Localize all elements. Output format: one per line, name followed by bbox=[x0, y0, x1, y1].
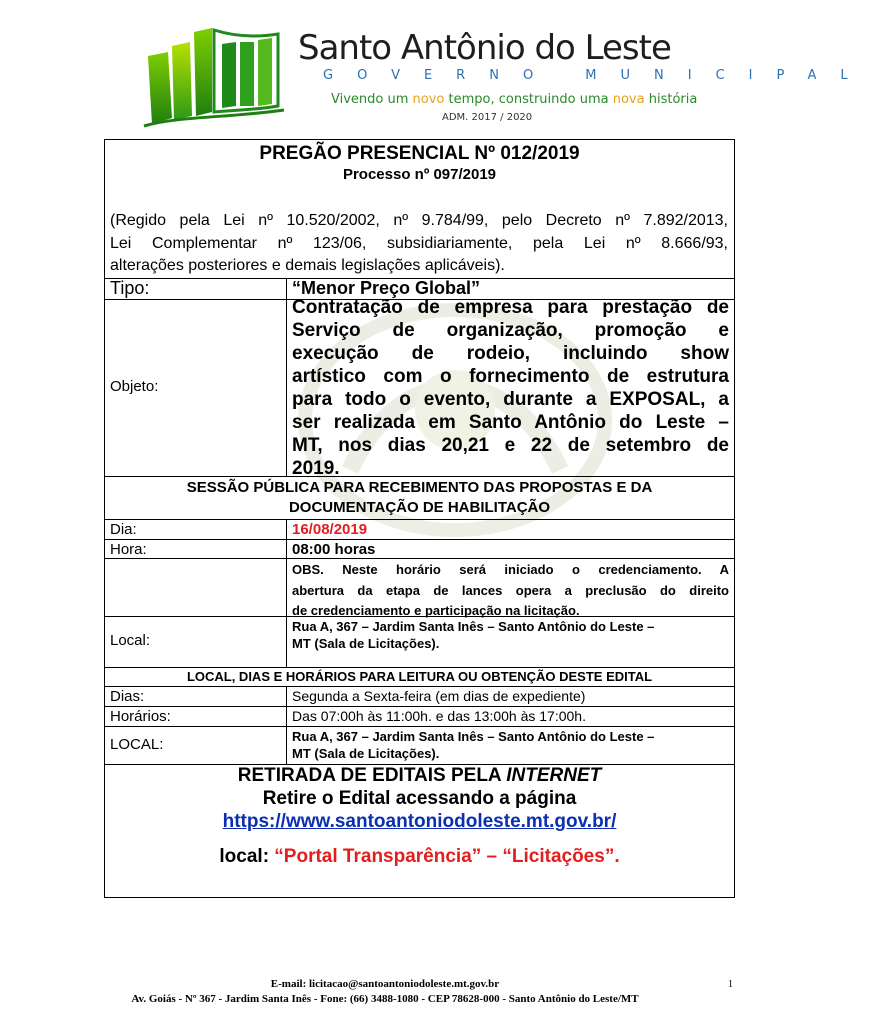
session-heading: DOCUMENTAÇÃO DE HABILITAÇÃO bbox=[288, 499, 551, 516]
address-line: Rua A, 367 – Jardim Santa Inês – Santo Antônio do Leste – bbox=[292, 729, 655, 744]
brand-name: Santo Antônio do Leste bbox=[298, 28, 671, 68]
process-number: Processo nº 097/2019 bbox=[342, 166, 497, 183]
divider bbox=[104, 706, 735, 707]
objeto-line: 2019. bbox=[292, 458, 340, 479]
legal-basis-line: (Regido pela Lei nº 10.520/2002, nº 9.784/99, pelo Decreto nº 7.892/2013, bbox=[110, 212, 728, 229]
open-book-logo-icon bbox=[138, 26, 288, 131]
objeto-line: artístico com o fornecimento de estrutura bbox=[292, 366, 729, 387]
legal-basis-line: Lei Complementar nº 123/06, subsidiariamente, pela Lei nº 8.666/93, bbox=[110, 234, 728, 252]
slogan-part: história bbox=[644, 92, 698, 107]
legal-basis-line: alterações posteriores e demais legislações aplicáveis). bbox=[110, 257, 505, 274]
retire-text: Retire o Edital acessando a página bbox=[262, 788, 577, 809]
obs-line: OBS. Neste horário será iniciado o credenciamento. A bbox=[292, 562, 729, 577]
government-label: GOVERNO MUNICIPAL bbox=[323, 68, 872, 83]
hora-value: 08:00 horas bbox=[292, 541, 376, 558]
hora-label: Hora: bbox=[110, 541, 147, 558]
divider bbox=[104, 558, 735, 559]
objeto-line: Contratação de empresa para prestação de bbox=[292, 297, 729, 318]
column-divider bbox=[286, 278, 287, 476]
column-divider bbox=[286, 686, 287, 764]
portal-location bbox=[104, 846, 735, 868]
document-title: PREGÃO PRESENCIAL Nº 012/2019 bbox=[259, 143, 580, 164]
dia-label: Dia: bbox=[110, 521, 137, 538]
slogan bbox=[331, 92, 698, 107]
footer-email: E-mail: licitacao@santoantoniodoleste.mt.gov.br bbox=[270, 978, 500, 990]
local-address bbox=[292, 618, 654, 652]
slogan-accent: nova bbox=[612, 92, 645, 107]
local2-label: LOCAL: bbox=[110, 736, 164, 753]
divider bbox=[104, 686, 735, 687]
objeto-line: execução de rodeio, incluindo show bbox=[292, 343, 729, 364]
local2-address bbox=[292, 728, 654, 762]
portal-label: local: bbox=[219, 846, 275, 867]
objeto-line: Serviço de organização, promoção e bbox=[292, 320, 729, 341]
retirada-internet: INTERNET bbox=[506, 765, 602, 786]
edital-url-link[interactable]: https://www.santoantoniodoleste.mt.gov.br/ bbox=[222, 811, 617, 832]
objeto-line: MT, nos dias 20,21 e 22 de setembro de bbox=[292, 435, 729, 456]
dia-value: 16/08/2019 bbox=[292, 521, 368, 538]
edital-url-container bbox=[104, 811, 735, 833]
slogan-part: tempo, construindo uma bbox=[444, 92, 613, 107]
address-line: MT (Sala de Licitações). bbox=[292, 746, 440, 761]
slogan-part: Vivendo um bbox=[331, 92, 413, 107]
horarios-label: Horários: bbox=[110, 708, 171, 725]
tipo-value: “Menor Preço Global” bbox=[292, 278, 481, 298]
legal-basis bbox=[110, 210, 728, 278]
dias-label: Dias: bbox=[110, 688, 145, 705]
obs-note bbox=[292, 560, 729, 622]
divider bbox=[104, 539, 735, 540]
edital-heading: LOCAL, DIAS E HORÁRIOS PARA LEITURA OU OBTENÇÃO DESTE EDITAL bbox=[186, 669, 653, 684]
objeto-description bbox=[292, 296, 729, 480]
session-heading: SESSÃO PÚBLICA PARA RECEBIMENTO DAS PROPOSTAS E DA bbox=[186, 479, 653, 496]
slogan-accent: novo bbox=[412, 92, 445, 107]
dias-value: Segunda a Sexta-feira (em dias de expediente) bbox=[292, 688, 586, 704]
divider bbox=[104, 519, 735, 520]
obs-line: de credenciamento e participação na licitação. bbox=[292, 603, 580, 618]
divider bbox=[104, 726, 735, 727]
objeto-line: para todo o evento, durante a EXPOSAL, a bbox=[292, 389, 729, 410]
divider bbox=[104, 667, 735, 668]
local-label: Local: bbox=[110, 632, 151, 649]
footer-address: Av. Goiás - Nº 367 - Jardim Santa Inês - Fone: (66) 3488-1080 - CEP 78628-000 - Santo Antônio do Leste/MT bbox=[131, 993, 639, 1005]
objeto-line: ser realizada em Santo Antônio do Leste – bbox=[292, 412, 729, 433]
column-divider bbox=[286, 519, 287, 667]
address-line: MT (Sala de Licitações). bbox=[292, 636, 440, 651]
portal-value: “Portal Transparência” – “Licitações”. bbox=[274, 846, 620, 867]
page-number: 1 bbox=[728, 979, 733, 990]
obs-line: abertura da etapa de lances opera a preclusão do direito bbox=[292, 582, 729, 598]
retirada-heading bbox=[104, 765, 735, 787]
retirada-prefix: RETIRADA DE EDITAIS PELA bbox=[237, 765, 507, 786]
tipo-label: Tipo: bbox=[110, 278, 150, 298]
admin-period: ADM. 2017 / 2020 bbox=[442, 112, 533, 123]
objeto-label: Objeto: bbox=[110, 378, 159, 395]
horarios-value: Das 07:00h às 11:00h. e das 13:00h às 17:00h. bbox=[292, 708, 586, 724]
address-line: Rua A, 367 – Jardim Santa Inês – Santo Antônio do Leste – bbox=[292, 619, 655, 634]
